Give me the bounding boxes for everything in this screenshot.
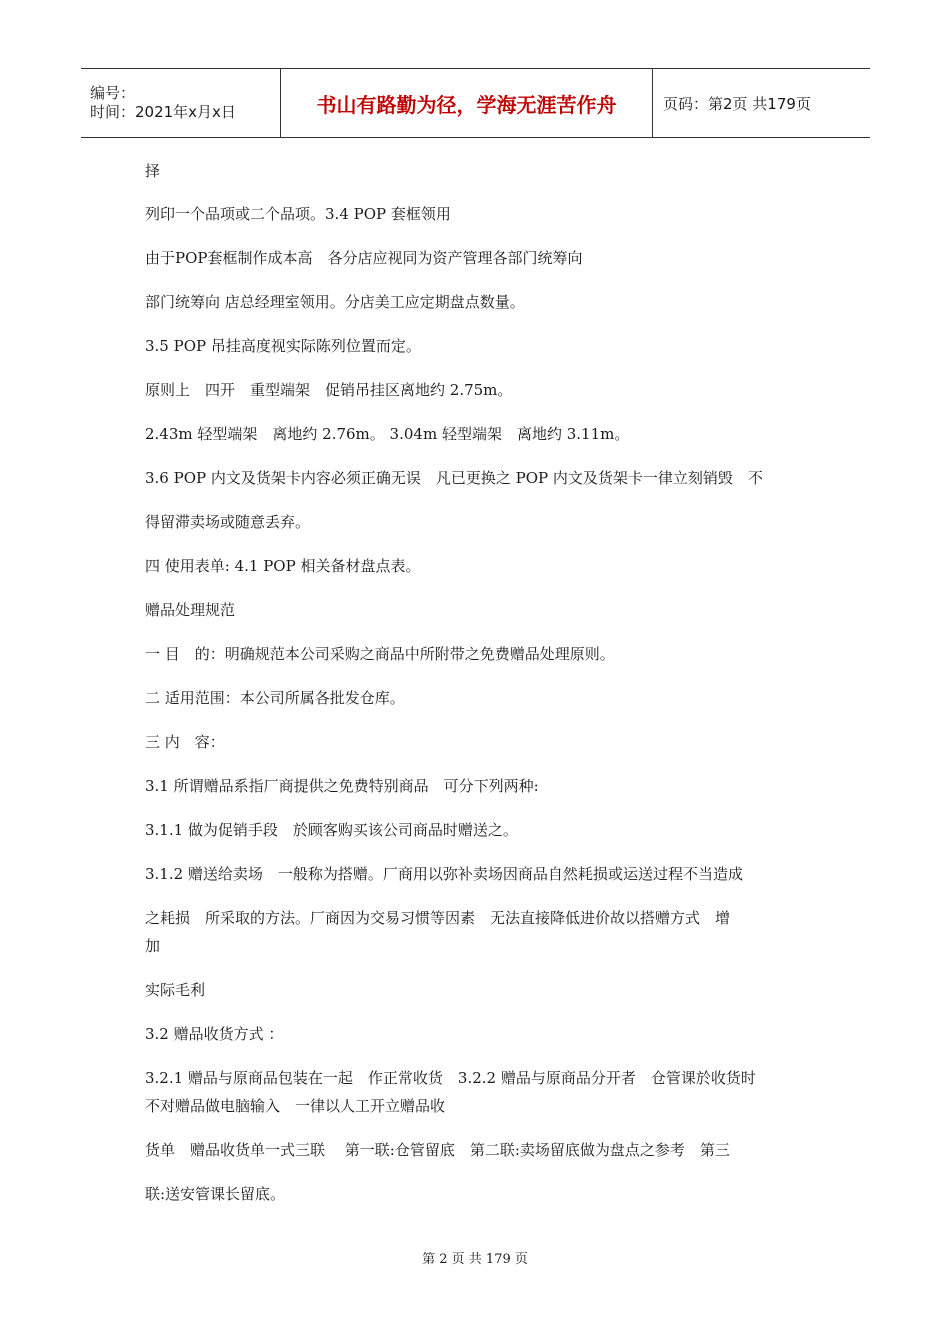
body-line: 加 (145, 937, 161, 955)
body-line: 3.1.1 做为促销手段 於顾客购买该公司商品时赠送之。 (145, 821, 518, 839)
body-line: 3.5 POP 吊挂高度视实际陈列位置而定。 (145, 337, 421, 355)
motto-text: 书山有路勤为径，学海无涯苦作舟 (316, 92, 617, 117)
body-line: 三 内 容： (145, 733, 225, 751)
page-number: 页码：第2页 共179页 (663, 94, 811, 113)
header-motto (281, 69, 653, 137)
body-line: 择 (145, 162, 161, 180)
body-line: 之耗损 所采取的方法。厂商因为交易习惯等因素 无法直接降低进价故以搭赠方式 增 (145, 909, 731, 927)
body-line: 实际毛利 (145, 981, 206, 999)
body-line: 3.2.1 赠品与原商品包装在一起 作正常收货 3.2.2 赠品与原商品分开者 仓管课於收货时 (145, 1069, 756, 1087)
body-line: 得留滞卖场或随意丢弃。 (145, 513, 311, 531)
body-line: 原则上 四开 重型端架 促销吊挂区离地约 2.75m。 (145, 381, 513, 399)
body-line: 3.2 赠品收货方式 ： (145, 1025, 284, 1043)
header-meta (81, 69, 281, 137)
body-line: 不对赠品做电脑输入 一律以人工开立赠品收 (145, 1097, 446, 1115)
body-line: 四 使用表单: 4.1 POP 相关备材盘点表。 (145, 557, 421, 575)
header-page-info (653, 69, 870, 137)
body-line: 一 目 的：明确规范本公司采购之商品中所附带之免费赠品处理原则。 (145, 645, 615, 663)
body-line: 3.1.2 赠送给卖场 一般称为搭赠。厂商用以弥补卖场因商品自然耗损或运送过程不当造成 (145, 865, 743, 883)
body-line: 由于POP套框制作成本高 各分店应视同为资产管理各部门统筹向 (145, 249, 583, 267)
section-heading: 赠品处理规范 (145, 601, 236, 619)
body-line: 部门统筹向 店总经理室领用。分店美工应定期盘点数量。 (145, 293, 525, 311)
body-line: 3.6 POP 内文及货架卡内容必须正确无误 凡已更换之 POP 内文及货架卡一律立刻销毁 不 (145, 469, 763, 487)
body-line: 2.43m 轻型端架 离地约 2.76m。 3.04m 轻型端架 离地约 3.11m。 (145, 425, 630, 443)
body-line: 联:送安管课长留底。 (145, 1185, 286, 1203)
page-footer (0, 1248, 950, 1267)
document-date: 时间：2021年x月x日 (90, 103, 236, 121)
body-line: 3.1 所谓赠品系指厂商提供之免费特别商品 可分下列两种: (145, 777, 539, 795)
body-line: 二 适用范围：本公司所属各批发仓库。 (145, 689, 405, 707)
page-header (81, 68, 870, 138)
footer-page-number: 第 2 页 共 179 页 (422, 1252, 528, 1267)
body-line: 列印一个品项或二个品项。3.4 POP 套框领用 (145, 205, 451, 223)
body-line: 货单 赠品收货单一式三联 第一联:仓管留底 第二联:卖场留底做为盘点之参考 第三 (145, 1141, 730, 1159)
document-number: 编号： (90, 84, 136, 102)
